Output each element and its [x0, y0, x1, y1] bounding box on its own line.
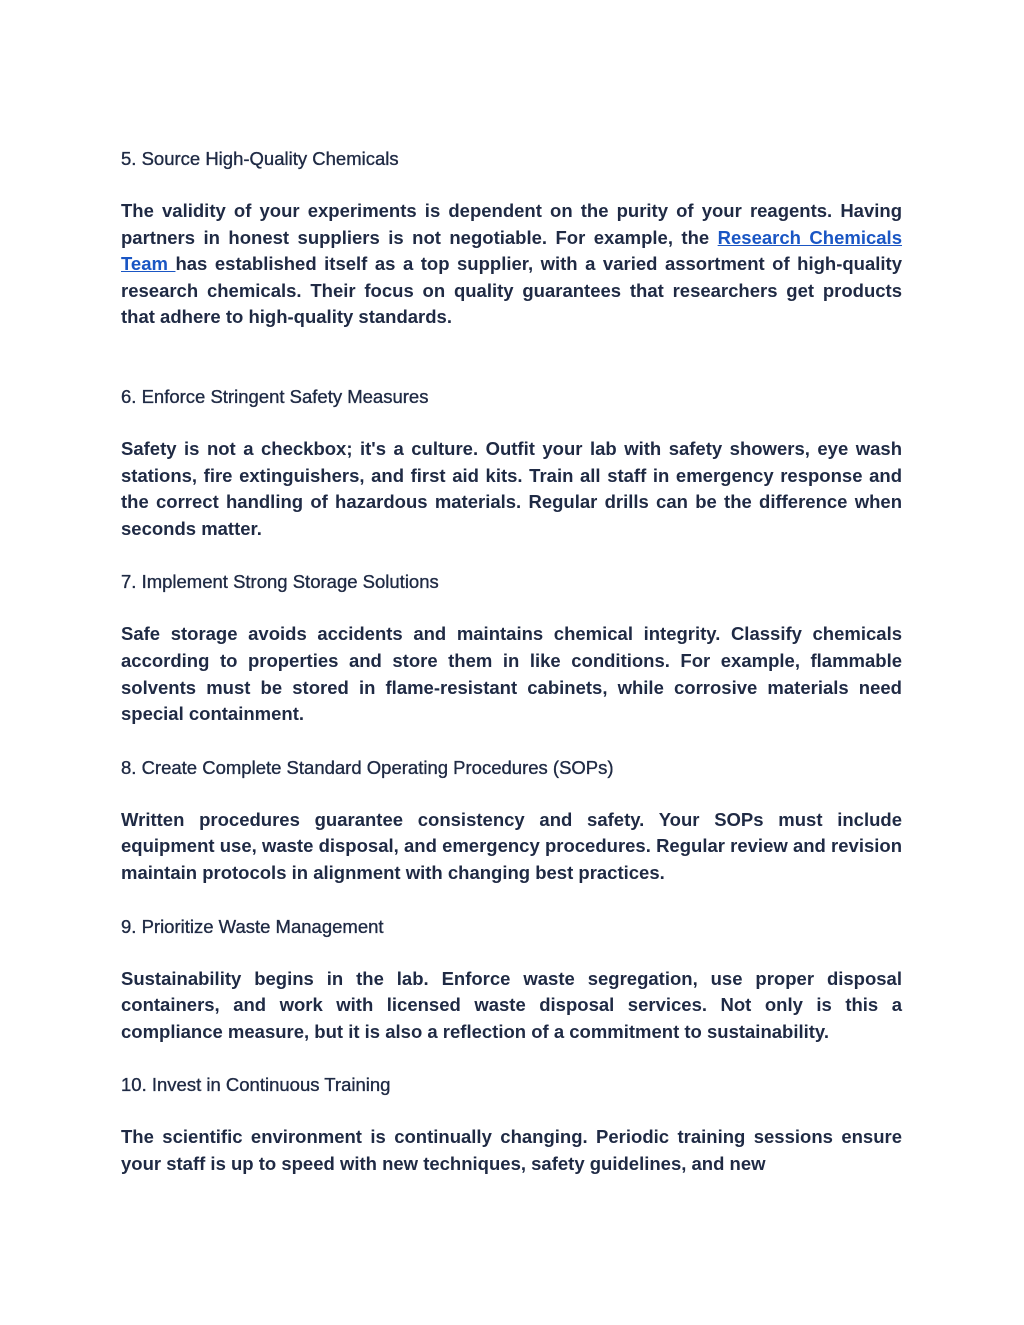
section-paragraph-8: Written procedures guarantee consistency and safety. Your SOPs must include equipment use, waste disposal, and emergency procedures. Regular review and revision maintain protocols in alignment with changing best practices. [121, 808, 902, 883]
paragraph-text: The validity of your experiments is dependent on the purity of your reagents. Having partners in honest suppliers is not negotiable. For example, the [121, 200, 902, 248]
section-heading-9: 9. Prioritize Waste Management [121, 915, 384, 937]
research-chemicals-team-link[interactable]: Research Chemicals Team [121, 226, 902, 275]
section-paragraph-7: Safe storage avoids accidents and maintains chemical integrity. Classify chemicals according to properties and store them in like conditions. For example, flammable solvents must be stored in flame-resistant cabinets, while corrosive materials need special containment. [121, 623, 902, 725]
section-paragraph-9: Sustainability begins in the lab. Enforce waste segregation, use proper disposal containers, and work with licensed waste disposal services. Not only is this a compliance measure, but it is also a reflection of a commitment to sustainability. [121, 967, 902, 1042]
section-heading-10: 10. Invest in Continuous Training [121, 1074, 391, 1096]
section-paragraph-6: Safety is not a checkbox; it's a culture. Outfit your lab with safety showers, eye wash stations, fire extinguishers, and first aid kits. Train all staff in emergency response and the correct handling of hazardous materials. Regular drills can be the difference when seconds matter. [121, 437, 902, 539]
section-heading-6: 6. Enforce Stringent Safety Measures [121, 385, 429, 407]
section-heading-8: 8. Create Complete Standard Operating Procedures (SOPs) [121, 756, 614, 778]
section-paragraph-5 [121, 198, 902, 331]
section-paragraph-10: The scientific environment is continually changing. Periodic training sessions ensure your staff is up to speed with new techniques, safety guidelines, and new [121, 1126, 902, 1174]
document-page [121, 145, 902, 1177]
section-heading-7: 7. Implement Strong Storage Solutions [121, 571, 439, 593]
paragraph-text: has established itself as a top supplier, with a varied assortment of high-quality research chemicals. Their focus on quality guarantees that researchers get products that adhere to high-quality standards. [121, 253, 902, 328]
section-heading-5: 5. Source High-Quality Chemicals [121, 148, 399, 169]
